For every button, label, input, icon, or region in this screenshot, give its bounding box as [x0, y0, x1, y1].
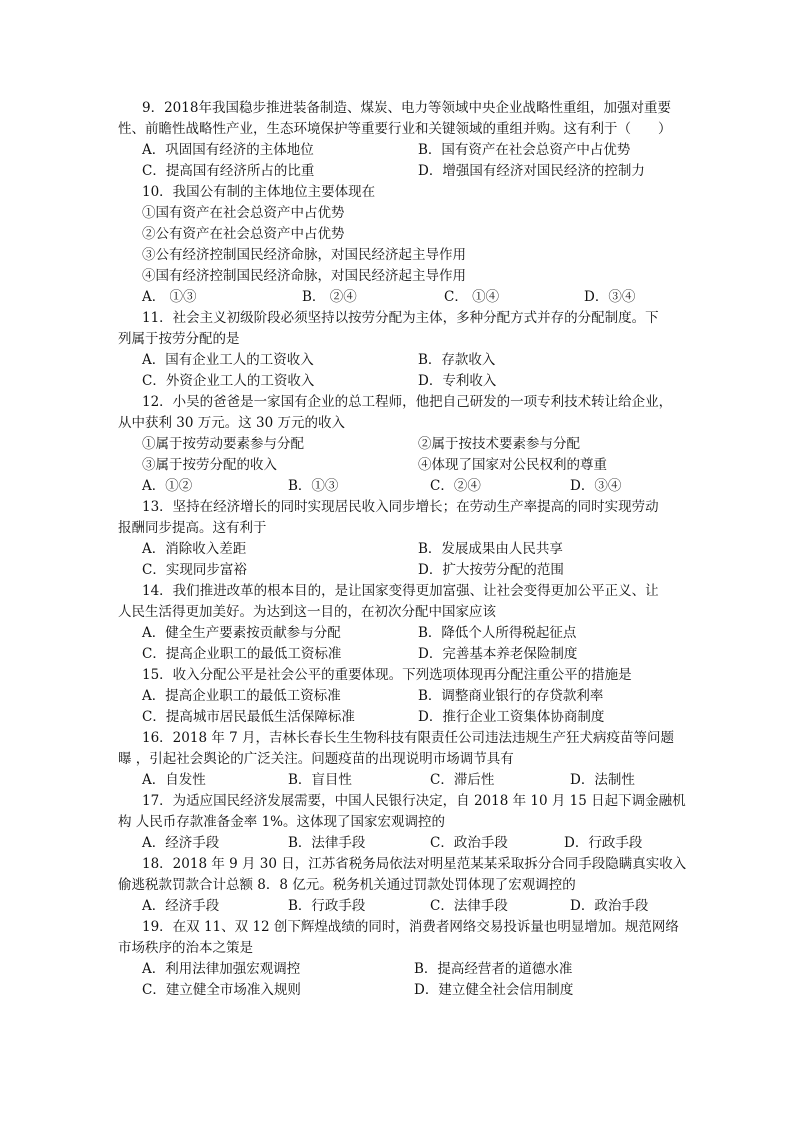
q15-option-c: C．提高城市居民最低生活保障标准 — [142, 709, 355, 725]
q19-option-b: B．提高经营者的道德水准 — [414, 961, 573, 977]
q9-option-d: D．增强国有经济对国民经济的控制力 — [418, 163, 645, 179]
q17-option-c: C．政治手段 — [430, 835, 508, 851]
q19-option-c: C．建立健全市场准入规则 — [142, 982, 301, 998]
q16-stem-line1: 16．2018 年 7 月，吉林长春长生生物科技有限责任公司违法违规生产狂犬病疫苗等问题 — [142, 730, 674, 746]
q10-statement-1: ①国有资产在社会总资产中占优势 — [142, 205, 345, 221]
q16-option-c: C．滞后性 — [430, 772, 495, 788]
q16-option-d: D．法制性 — [570, 772, 635, 788]
q14-option-d: D．完善基本养老保险制度 — [418, 646, 578, 662]
q18-option-d: D．政治手段 — [570, 898, 649, 914]
q11-option-c: C．外资企业工人的工资收入 — [142, 373, 315, 389]
q19-option-a: A．利用法律加强宏观调控 — [142, 961, 301, 977]
q17-option-b: B．法律手段 — [288, 835, 366, 851]
q12-stem-line2: 从中获利 30 万元。这 30 万元的收入 — [118, 415, 346, 431]
q11-option-d: D．专利收入 — [418, 373, 497, 389]
q18-option-a: A．经济手段 — [142, 898, 220, 914]
q17-stem-line2: 构 人民币存款准备金率 1%。这体现了国家宏观调控的 — [118, 814, 445, 830]
q11-stem-line2: 列属于按劳分配的是 — [118, 331, 240, 347]
q14-stem-line1: 14．我们推进改革的根本目的，是让国家变得更加富强、让社会变得更加公平正义、让 — [142, 583, 659, 599]
q12-statement-2: ②属于按技术要素参与分配 — [418, 436, 580, 452]
q9-stem-line2: 性、前瞻性战略性产业，生态环境保护等重要行业和关键领域的重组并购。这有利于（ ） — [118, 121, 672, 137]
q18-stem-line1: 18．2018 年 9 月 30 日，江苏省税务局依法对明星范某某采取拆分合同手段隐瞒真实收入 — [142, 856, 687, 872]
q10-option-d: D．③④ — [584, 289, 636, 305]
q12-option-a: A．①② — [142, 478, 193, 494]
q16-stem-line2: 曝 ，引起社会舆论的广泛关注。问题疫苗的出现说明市场调节具有 — [118, 751, 514, 767]
q18-option-c: C．法律手段 — [430, 898, 508, 914]
q17-option-a: A．经济手段 — [142, 835, 220, 851]
q9-stem-line1: 9．2018年我国稳步推进装备制造、煤炭、电力等领域中央企业战略性重组，加强对重要 — [142, 100, 671, 116]
q12-stem-line1: 12．小吴的爸爸是一家国有企业的总工程师，他把自己研发的一项专利技术转让给企业， — [142, 394, 673, 410]
q14-stem-line2: 人民生活得更加美好。为达到这一目的，在初次分配中国家应该 — [118, 604, 496, 620]
q13-option-a: A．消除收入差距 — [142, 541, 247, 557]
q13-stem-line2: 报酬同步提高。这有利于 — [118, 520, 267, 536]
q16-option-a: A．自发性 — [142, 772, 206, 788]
q10-statement-3: ③公有经济控制国民经济命脉，对国民经济起主导作用 — [142, 247, 466, 263]
q12-statement-1: ①属于按劳动要素参与分配 — [142, 436, 304, 452]
q18-stem-line2: 偷逃税款罚款合计总额 8．8 亿元。税务机关通过罚款处罚体现了宏观调控的 — [118, 877, 576, 893]
q10-stem-line1: 10．我国公有制的主体地位主要体现在 — [142, 184, 376, 200]
q13-option-d: D．扩大按劳分配的范围 — [418, 562, 564, 578]
q16-option-b: B．盲目性 — [288, 772, 352, 788]
q9-option-c: C．提高国有经济所占的比重 — [142, 163, 315, 179]
q12-option-b: B．①③ — [288, 478, 339, 494]
q19-stem-line2: 市场秩序的治本之策是 — [118, 940, 253, 956]
q15-stem-line1: 15．收入分配公平是社会公平的重要体现。下列选项体现再分配注重公平的措施是 — [142, 667, 632, 683]
q9-option-b: B．国有资产在社会总资产中占优势 — [418, 142, 631, 158]
q14-option-a: A．健全生产要素按贡献参与分配 — [142, 625, 341, 641]
q15-option-a: A．提高企业职工的最低工资标准 — [142, 688, 341, 704]
q11-option-a: A．国有企业工人的工资收入 — [142, 352, 314, 368]
q18-option-b: B．行政手段 — [288, 898, 366, 914]
q19-option-d: D．建立健全社会信用制度 — [414, 982, 574, 998]
q10-statement-4: ④国有经济控制国民经济命脉，对国民经济起主导作用 — [142, 268, 466, 284]
q12-option-c: C．②④ — [430, 478, 481, 494]
q11-option-b: B．存款收入 — [418, 352, 496, 368]
q12-statement-3: ③属于按劳分配的收入 — [142, 457, 277, 473]
q15-option-b: B．调整商业银行的存贷款利率 — [418, 688, 604, 704]
q10-statement-2: ②公有资产在社会总资产中占优势 — [142, 226, 345, 242]
q14-option-c: C．提高企业职工的最低工资标准 — [142, 646, 342, 662]
q9-option-a: A．巩固国有经济的主体地位 — [142, 142, 314, 158]
q15-option-d: D．推行企业工资集体协商制度 — [418, 709, 605, 725]
q17-option-d: D．行政手段 — [564, 835, 643, 851]
q17-stem-line1: 17．为适应国民经济发展需要，中国人民银行决定，自 2018 年 10 月 15 日起下调金融机 — [142, 793, 686, 809]
q13-option-b: B．发展成果由人民共享 — [418, 541, 563, 557]
q10-option-c: C． ①④ — [444, 289, 500, 305]
q10-option-a: A． ①③ — [142, 289, 197, 305]
q13-option-c: C．实现同步富裕 — [142, 562, 247, 578]
q12-option-d: D．③④ — [570, 478, 622, 494]
q10-option-b: B． ②④ — [302, 289, 357, 305]
q19-stem-line1: 19．在双 11、双 12 创下辉煌战绩的同时，消费者网络交易投诉量也明显增加。规范网络 — [142, 919, 679, 935]
q13-stem-line1: 13．坚持在经济增长的同时实现居民收入同步增长；在劳动生产率提高的同时实现劳动 — [142, 499, 659, 515]
q12-statement-4: ④体现了国家对公民权利的尊重 — [418, 457, 607, 473]
q11-stem-line1: 11．社会主义初级阶段必须坚持以按劳分配为主体，多种分配方式并存的分配制度。下 — [142, 310, 659, 326]
q14-option-b: B．降低个人所得税起征点 — [418, 625, 577, 641]
